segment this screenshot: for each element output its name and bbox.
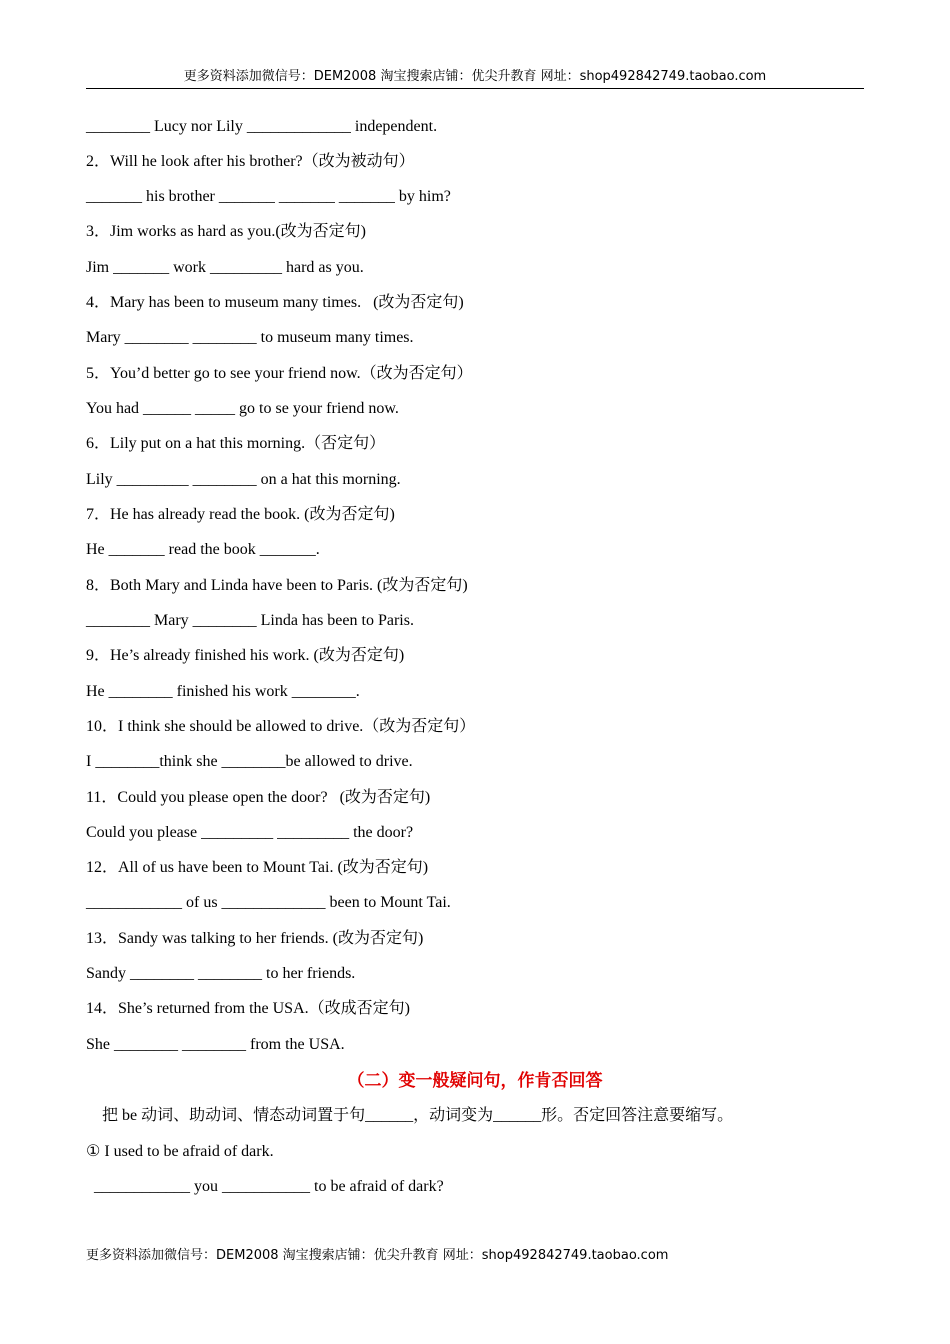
exercise-line: 14．She’s returned from the USA.（改成否定句)	[86, 1000, 410, 1017]
example-blank-line: ____________ you ___________ to be afraid of dark?	[86, 1178, 444, 1195]
exercise-line: She ________ ________ from the USA.	[86, 1036, 345, 1053]
exercise-line: Could you please _________ _________ the door?	[86, 824, 414, 841]
exercise-line: 7．He has already read the book. (改为否定句)	[86, 506, 395, 523]
exercise-line: 12．All of us have been to Mount Tai. (改为否定句)	[86, 859, 429, 876]
exercise-line: I ________think she ________be allowed to drive.	[86, 753, 413, 770]
exercise-line: Mary ________ ________ to museum many times.	[86, 329, 414, 346]
exercise-line: 8．Both Mary and Linda have been to Paris. (改为否定句)	[86, 577, 468, 594]
section-intro: 把 be 动词、助动词、情态动词置于句______，动词变为______形。否定回答注意要缩写。	[86, 1107, 734, 1124]
exercise-line: _______ his brother _______ _______ _______ by him?	[86, 188, 451, 205]
exercise-line: ________ Lucy nor Lily _____________ independent.	[86, 118, 438, 135]
page-header: 更多资料添加微信号：DEM2008 淘宝搜索店铺：优尖升教育 网址：shop492842749.taobao.com	[86, 66, 864, 89]
exercise-line: 9．He’s already finished his work. (改为否定句)	[86, 647, 405, 664]
exercise-line: 2．Will he look after his brother?（改为被动句）	[86, 153, 415, 170]
exercise-line: 11．Could you please open the door? (改为否定句)	[86, 789, 431, 806]
exercise-line: Lily _________ ________ on a hat this morning.	[86, 471, 401, 488]
page-footer: 更多资料添加微信号：DEM2008 淘宝搜索店铺：优尖升教育 网址：shop492842749.taobao.com	[86, 1248, 669, 1263]
exercise-line: 3．Jim works as hard as you.(改为否定句)	[86, 223, 366, 240]
section-heading: （二）变一般疑问句，作肯否回答	[347, 1071, 603, 1091]
exercise-line: He ________ finished his work ________.	[86, 683, 360, 700]
exercise-line: Sandy ________ ________ to her friends.	[86, 965, 356, 982]
example-sentence: ① I used to be afraid of dark.	[86, 1143, 274, 1160]
exercise-line: Jim _______ work _________ hard as you.	[86, 259, 364, 276]
exercise-line: 10．I think she should be allowed to drive.（改为否定句）	[86, 718, 476, 735]
exercise-line: ________ Mary ________ Linda has been to Paris.	[86, 612, 414, 629]
exercise-line: You had ______ _____ go to se your friend now.	[86, 400, 399, 417]
exercise-line: ____________ of us _____________ been to Mount Tai.	[86, 894, 451, 911]
exercise-line: 4．Mary has been to museum many times. (改为否定句)	[86, 294, 464, 311]
exercise-line: 5．You’d better go to see your friend now.（改为否定句）	[86, 365, 473, 382]
exercise-line: 13．Sandy was talking to her friends. (改为否定句)	[86, 930, 424, 947]
exercise-line: 6．Lily put on a hat this morning.（否定句）	[86, 435, 386, 452]
exercise-line: He _______ read the book _______.	[86, 541, 320, 558]
